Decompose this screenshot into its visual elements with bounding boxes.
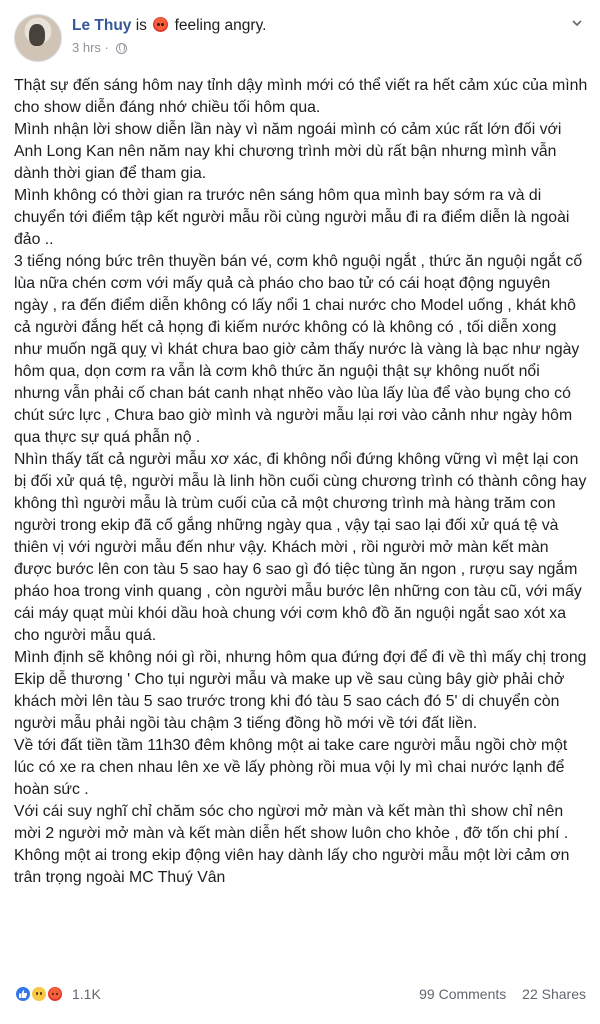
post-paragraph: Mình không có thời gian ra trước nên sáng hôm qua mình bay sớm ra và di chuyển tới điểm tập kết người mẫu rồi cùng người mẫu đi ra điểm diễn là ngoài đảo .. xyxy=(14,187,570,248)
shares-count[interactable]: 22 Shares xyxy=(522,986,586,1002)
author-line xyxy=(72,16,266,36)
post-body xyxy=(14,75,588,889)
engagement-counts xyxy=(419,983,586,1005)
post-paragraph: Mình định sẽ không nói gì rồi, nhưng hôm qua đứng đợi để đi về thì mấy chị trong Ekip dễ thương ' Cho tụi người mẫu và make up về sau cùng bây giờ phải chở khách mời lên tàu 5 sao trước trong khi đó tàu 5 sao cách đó 5' di chuyển còn người mẫu phải ngồi tàu chậm 3 tiếng đồng hồ mới về tới đất liền. xyxy=(14,649,587,732)
reaction-count[interactable]: 1.1K xyxy=(72,986,101,1002)
post-paragraph: Nhìn thấy tất cả người mẫu xơ xác, đi không nổi đứng không vững vì mệt lại con bị đối xử quá tệ, người mẫu là linh hồn cuối cùng chương trình có thành công hay không thì người mẫu là trùm cuối của cả một chương trình mà hàng trăm con người trong ekip đã cố gắng những ngày qua , vậy tại sao lại đối xử quá tệ và thiên vị với người mẫu đến như vậy. Khách mời , rồi người mở màn kết màn được bước lên con tàu 5 sao hay 6 sao gì đó tiệc tùng ăn ngon , rượu say ngắm pháo hoa trong vinh quang , còn người mẫu bước lên những con tàu cũ, với mấy cái máy quạt mùi khói dầu hoà chung với cơm khô đồ ăn nguội ngắt sao xót xa cho người mẫu quá. xyxy=(14,451,587,644)
post-timestamp[interactable]: 3 hrs xyxy=(72,40,101,55)
comments-count[interactable]: 99 Comments xyxy=(419,986,507,1002)
reaction-icons[interactable] xyxy=(14,985,68,1003)
avatar[interactable] xyxy=(14,14,62,62)
post-paragraph: 3 tiếng nóng bức trên thuyền bán vé, cơm khô nguội ngắt , thức ăn nguội ngắt cố lùa nữa chén cơm với mấy quả cà pháo cho bao tử có cái hoạt động nguyên ngày , ra đến điểm diễn không có lấy nổi 1 chai nước cho Model uống , khát khô cả người đắng hết cả họng đi kiếm nước không có là không có , tối diễn xong như muốn ngã quỵ vì khát chưa bao giờ cảm thấy nước là vàng là bạc như ngày hôm qua, dọn cơm ra vẫn là cơm khô thức ăn nguội thật sự không nuốt nổi nhưng vẫn phải cố chan bát canh nhạt nhẽo vào lùa lấy lùa để vào bụng cho có chút sức lực , Chưa bao giờ mình và người mẫu lại rơi vào cảnh như ngày hôm qua thực sự quá phẫn nộ . xyxy=(14,253,583,446)
angry-icon xyxy=(46,985,64,1003)
post-paragraph: Thật sự đến sáng hôm nay tỉnh dậy mình mới có thể viết ra hết cảm xúc của mình cho show diễn đáng nhớ chiều tối hôm qua. xyxy=(14,77,588,116)
post-paragraph: Về tới đất tiền tầm 11h30 đêm không một ai take care người mẫu ngồi chờ một lúc có xe ra chen nhau lên xe về lấy phòng rồi mua vội ly mì chai nước lạnh để hoàn sức . xyxy=(14,737,568,798)
chevron-down-icon[interactable] xyxy=(572,18,582,28)
post-header xyxy=(14,12,586,64)
post-meta xyxy=(72,39,127,57)
separator: · xyxy=(104,40,109,55)
feeling-prefix: is xyxy=(135,17,147,34)
reactions-bar xyxy=(14,983,586,1005)
post-paragraph: Mình nhận lời show diễn lần này vì năm ngoái mình có cảm xúc rất lớn đối với Anh Long Kan nên năm nay khi chương trình mời dù rất bận nhưng mình vẫn dành thời gian để tham gia. xyxy=(14,121,562,182)
post-paragraph: Với cái suy nghĩ chỉ chăm sóc cho ngừơi mở màn và kết màn thì show chỉ nên mời 2 người mở màn và kết màn diễn hết show luôn cho khỏe , đỡ tốn chi phí . xyxy=(14,803,569,842)
feeling-text: feeling angry. xyxy=(174,17,267,34)
post-paragraph: Không một ai trong ekip động viên hay dành lấy cho người mẫu một lời cảm ơn trân trọng ngoài MC Thuý Vân xyxy=(14,847,570,886)
angry-face-icon xyxy=(153,17,168,32)
globe-icon[interactable] xyxy=(116,43,127,54)
author-name[interactable]: Le Thuy xyxy=(72,17,132,34)
